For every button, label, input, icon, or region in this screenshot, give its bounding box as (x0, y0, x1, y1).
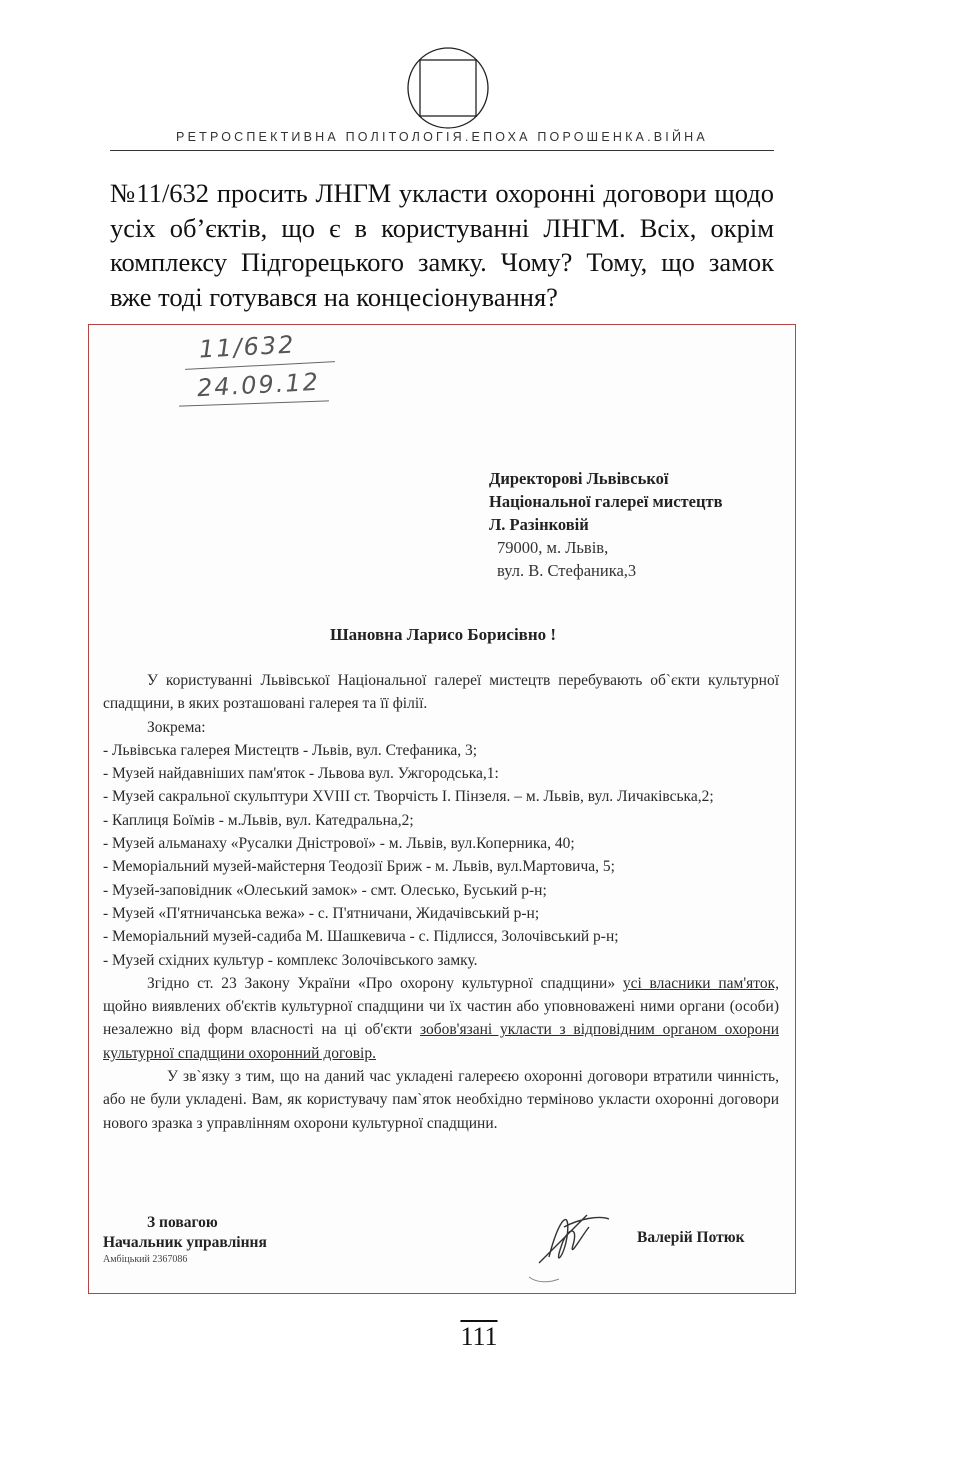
law-text: Згідно ст. 23 Закону України «Про охорону культурної спадщини» (147, 974, 623, 992)
addressee-line: Національної галереї мистецтв (489, 492, 723, 511)
book-logo-icon (406, 46, 490, 130)
executor-note: Амбіцький 2367086 (103, 1254, 188, 1265)
list-item: - Музей найдавніших пам'яток - Львова вул. Ужгородська,1: (103, 765, 499, 783)
handwritten-number: 11/632 (198, 330, 297, 364)
running-title: РЕТРОСПЕКТИВНА ПОЛІТОЛОГІЯ.ЕПОХА ПОРОШЕНКА.ВІЙНА (176, 130, 708, 144)
list-item: - Музей «П'ятничанська вежа» - с. П'ятничани, Жидачівський р-н; (103, 904, 540, 922)
intro-text: №11/632 просить ЛНГМ укласти охоронні договори щодо усіх об’єктів, що є в користуванні ЛНГМ. Всіх, окрім комплексу Підгорецького замку. Чому? Тому, що замок вже тоді готувався на концесіонування? (110, 178, 774, 312)
law-paragraph (103, 972, 779, 1065)
scanned-letter (88, 324, 796, 1294)
paragraph: У користуванні Львівської Національної галереї мистецтв перебувають об`єкти культурної спадщини, в яких розташовані галерея та її філії. (103, 672, 779, 713)
underlined-text: усі власники пам'яток, (622, 974, 779, 992)
signer-name: Валерій Потюк (637, 1229, 745, 1246)
closing-line: З повагою (147, 1214, 218, 1231)
list-item: - Музей-заповідник «Олеський замок» - смт. Олесько, Буський р-н; (103, 881, 547, 899)
page-number: 111 (460, 1322, 498, 1351)
list-item: - Меморіальний музей-садиба М. Шашкевича - с. Підлисся, Золочівський р-н; (103, 928, 619, 946)
header-rule (110, 150, 774, 151)
list-item: - Музей сакральної скульптури XVIII ст. Творчість І. Пінзеля. – м. Львів, вул. Личаківська,2; (103, 788, 714, 806)
signature-icon (509, 1197, 619, 1287)
salutation: Шановна Ларисо Борисівно ! (329, 625, 557, 644)
addressee-line: Л. Разінковій (489, 515, 589, 534)
law-text: щойно виявлених об'єктів культурної спадщини чи їх частин або уповноважені ними органи (особи) незалежно від форм власності на ці об'єкти (103, 998, 779, 1039)
list-title: Зокрема: (147, 718, 206, 736)
list-item: - Меморіальний музей-майстерня Теодозії Бриж - м. Львів, вул.Мартовича, 5; (103, 858, 615, 876)
letter-body (103, 669, 779, 1135)
handwritten-date: 24.09.12 (196, 367, 321, 403)
list-item: - Музей східних культур - комплекс Золочівського замку. (103, 951, 478, 969)
closing-block (103, 1213, 267, 1267)
addressee-line: вул. В. Стефаника,3 (497, 561, 637, 580)
object-list (103, 739, 779, 972)
paragraph: У зв`язку з тим, що на даний час укладені галереєю охоронні договори втратили чинність, або не були укладені. Вам, як користувачу пам`яток необхідно терміново укласти охоронні договори нового зразка з управлінням охорони культурної спадщини. (103, 1068, 779, 1132)
underlined-text: зобов'язані укласти з відповідним органом охорони культурної спадщини охоронний договір. (103, 1021, 779, 1062)
addressee-line: Директорові Львівської (489, 469, 669, 488)
addressee-block (489, 467, 722, 582)
list-item: - Каплиця Боїмів - м.Львів, вул. Катедральна,2; (103, 811, 414, 829)
addressee-line: 79000, м. Львів, (497, 538, 609, 557)
list-item: - Музей альманаху «Русалки Дністрової» - м. Львів, вул.Коперника, 40; (103, 835, 575, 853)
list-item: - Львівська галерея Мистецтв - Львів, вул. Стефаника, 3; (103, 741, 478, 759)
closing-position: Начальник управління (103, 1234, 267, 1251)
